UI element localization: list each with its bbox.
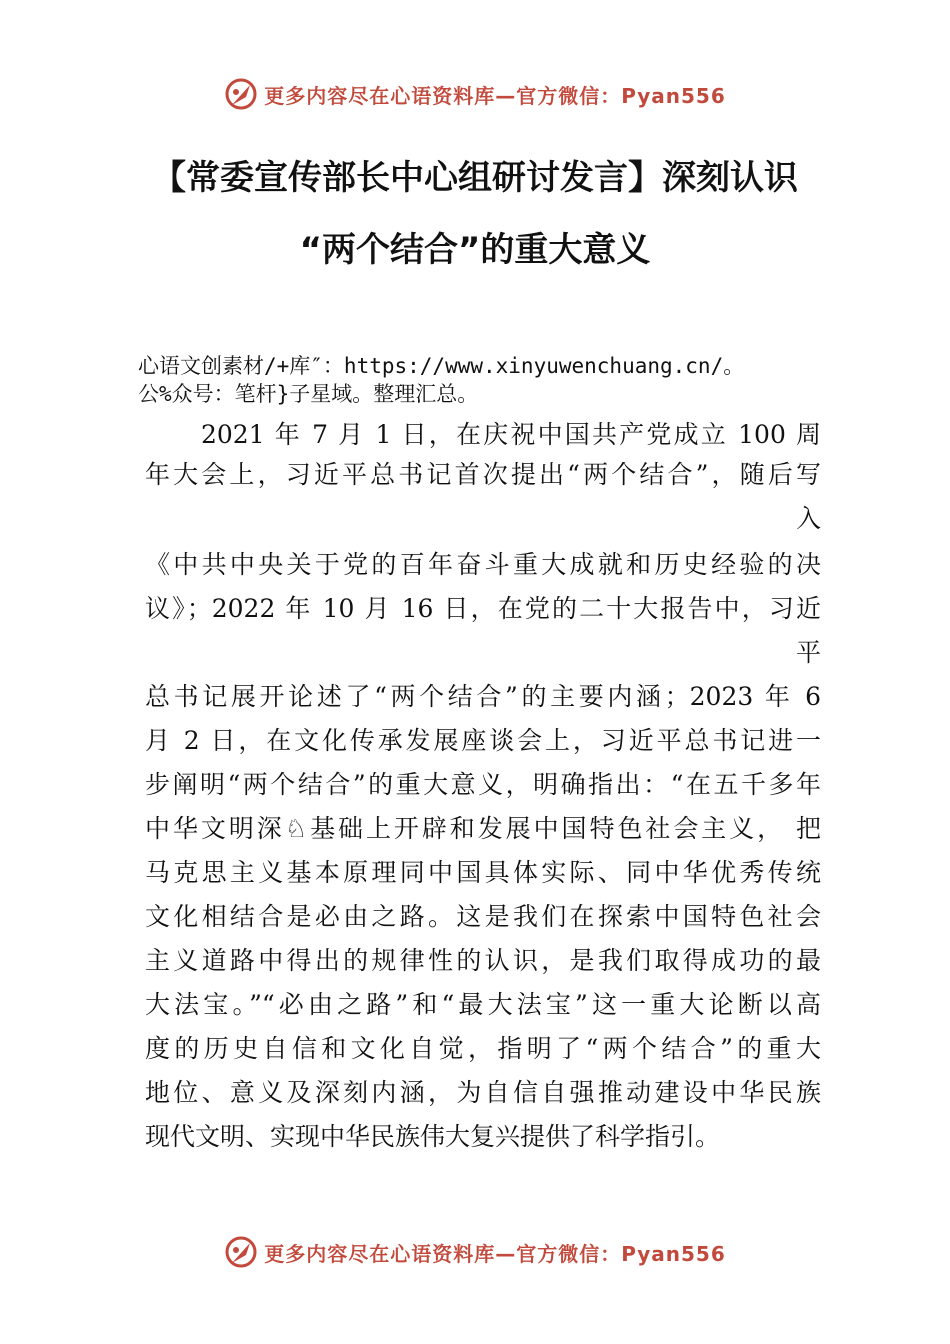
document-title-line-1: 【常委宣传部长中心组研讨发言】深刻认识 <box>152 158 798 198</box>
footer-banner <box>0 1230 950 1274</box>
body-line: 文化相结合是必由之路。这是我们在探索中国特色社会 <box>145 902 821 931</box>
body-line: 议》；2022 年 10 月 16 日，在党的二十大报告中，习近 <box>145 594 821 623</box>
body-line: 现代文明、实现中华民族伟大复兴提供了科学指引。 <box>145 1122 721 1151</box>
body-line: 度的历史自信和文化自觉，指明了“两个结合”的重大 <box>145 1034 821 1063</box>
body-line: 主义道路中得出的规律性的认识，是我们取得成功的最 <box>145 946 821 975</box>
header-banner <box>0 72 950 116</box>
banner-text: 更多内容尽在心语资料库—官方微信：Pyan556 <box>264 1241 726 1266</box>
body-line: 中华文明深♘基础上开辟和发展中国特色社会主义， 把 <box>145 814 821 843</box>
banner-text: 更多内容尽在心语资料库—官方微信：Pyan556 <box>264 83 726 108</box>
body-line: 《中共中央关于党的百年奋斗重大成就和历史经验的决 <box>145 550 821 579</box>
body-line: 2021 年 7 月 1 日，在庆祝中国共产党成立 100 周 <box>201 420 821 449</box>
body-line: 步阐明“两个结合”的重大意义，明确指出：“在五千多年 <box>145 770 821 799</box>
body-line: 平 <box>795 638 821 667</box>
body-line: 地位、意义及深刻内涵，为自信自强推动建设中华民族 <box>145 1078 821 1107</box>
body-line: 入 <box>795 504 821 533</box>
body-line: 年大会上，习近平总书记首次提出“两个结合”，随后写 <box>145 460 821 489</box>
body-line: 大法宝。”“必由之路”和“最大法宝”这一重大论断以高 <box>145 990 821 1019</box>
body-line: 月 2 日，在文化传承发展座谈会上，习近平总书记进一 <box>145 726 821 755</box>
body-line: 马克思主义基本原理同中国具体实际、同中华优秀传统 <box>145 858 821 887</box>
source-note-line-2: 公%众号：笔杆}子星域。整理汇总。 <box>138 382 479 406</box>
body-line: 总书记展开论述了“两个结合”的主要内涵；2023 年 6 <box>145 682 821 711</box>
document-title-line-2: “两个结合”的重大意义 <box>299 230 651 270</box>
quill-logo-icon <box>224 77 258 111</box>
quill-logo-icon <box>224 1235 258 1269</box>
source-note-line-1: 心语文创素材/+库″：https://www.xinyuwenchuang.cn/。 <box>138 354 745 378</box>
